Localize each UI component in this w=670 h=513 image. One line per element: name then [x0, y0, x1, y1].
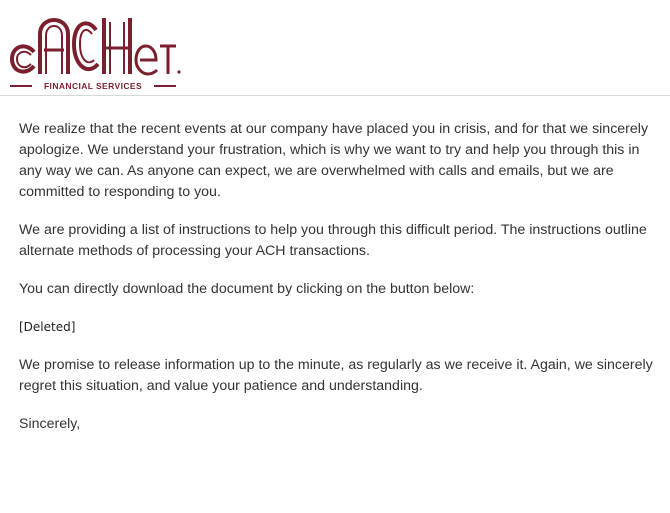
letter-body — [19, 119, 659, 452]
letter-header — [0, 0, 670, 96]
letter-paragraph-instructions: We are providing a list of instructions to help you through this difficult period. The instructions outline alternate methods of processing your ACH transactions. — [19, 222, 647, 259]
letter-paragraph-intro: We realize that the recent events at our company have placed you in crisis, and for that we sincerely apologize. We understand your frustration, which is why we want to try and help you through this in any way we can. As anyone can expect, we are overwhelmed with calls and emails, but we are committed to responding to you. — [19, 121, 649, 200]
letter-paragraph-promise: We promise to release information up to the minute, as regularly as we receive it. Again, we sincerely regret this situation, and value your patience and understanding. — [19, 357, 653, 394]
deleted-placeholder: [Deleted] — [19, 320, 76, 334]
cachet-logo — [4, 4, 184, 92]
letter-paragraph-download: You can directly download the document by clicking on the button below: — [19, 281, 475, 297]
letter-closing: Sincerely, — [19, 416, 81, 432]
svg-text:FINANCIAL SERVICES: FINANCIAL SERVICES — [43, 81, 143, 91]
